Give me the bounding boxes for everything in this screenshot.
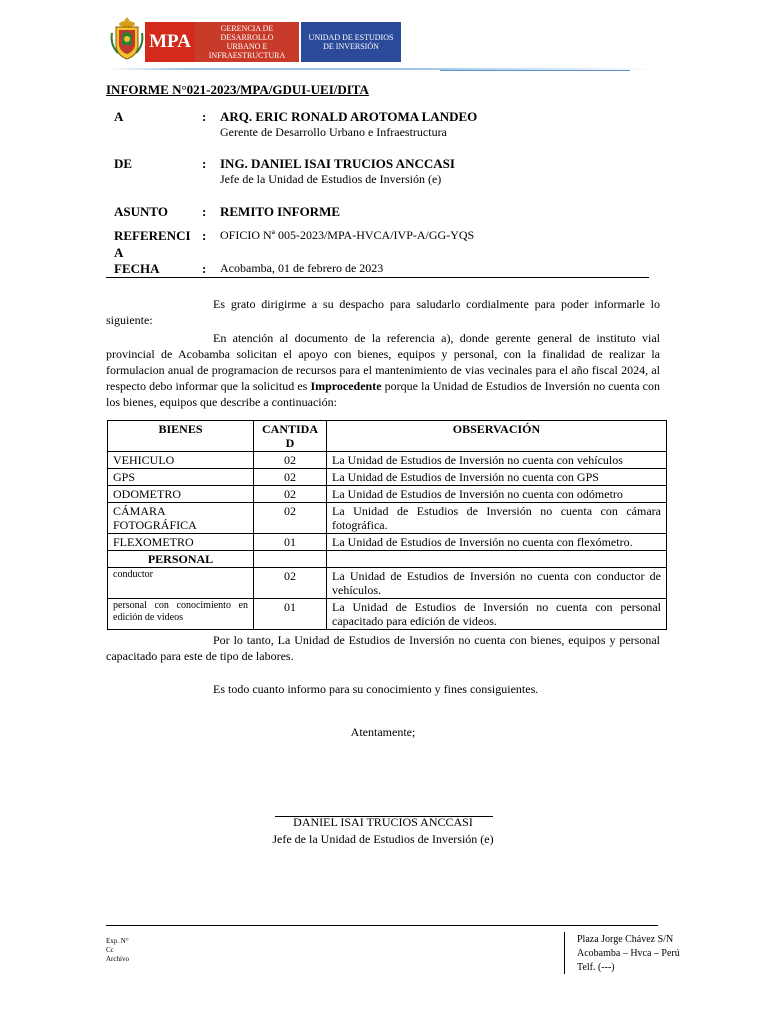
header-observacion: OBSERVACIÓN [327,421,667,452]
cell-cantidad: 02 [254,568,327,599]
table-category-row [108,551,667,568]
uei-banner [301,22,401,62]
cell-cantidad: 01 [254,599,327,630]
gdui-banner [195,22,299,62]
table-header-row [108,421,667,452]
cell-bien: GPS [108,469,254,486]
date-colon: : [202,261,207,276]
footer-phone: Telf. (---) [577,962,615,973]
header-cantidad [254,421,327,452]
uei-line: DE INVERSIÓN [323,42,379,51]
signer-title: Jefe de la Unidad de Estudios de Inversión (e) [272,832,494,846]
from-name: ING. DANIEL ISAI TRUCIOS ANCCASI [220,156,455,171]
cell-bien: VEHICULO [108,452,254,469]
header-cantidad-text: CANTIDA [261,422,318,436]
table-row [108,599,667,630]
closing-salutation: Atentamente; [350,725,416,739]
cell-empty [254,551,327,568]
reference-value: OFICIO Nª 005-2023/MPA-HVCA/IVP-A/GG-YQS [220,228,475,242]
footer-cc: Cc [106,946,114,954]
table-row [108,568,667,599]
table-row [108,534,667,551]
table-row [108,469,667,486]
reference-colon: : [202,228,207,243]
paragraph-request-text: En atención al documento de la referencia a), donde gerente general de instituto vial provincial de Acobamba solicitan el apoyo con bienes, equipos y personal, con la finalidad de realizar la formulacion anual de programacion de recursos para el mantenimiento de vias vecinales para el año fiscal 2024, al respecto debo informar que la solicitud es [106,331,660,393]
footer-archivo: Archivo [106,955,129,963]
cell-bien: conductor [108,568,254,599]
mpa-logo [145,22,195,62]
cell-observacion: La Unidad de Estudios de Inversión no cuenta con personal capacitado para edición de videos. [327,599,667,630]
cell-bien: FLEXOMETRO [108,534,254,551]
cell-cantidad: 02 [254,452,327,469]
footer-separator [564,932,565,974]
cell-observacion: La Unidad de Estudios de Inversión no cuenta con vehículos [327,452,667,469]
signer-name: DANIEL ISAI TRUCIOS ANCCASI [293,815,473,829]
footer-address: Plaza Jorge Chávez S/N [577,934,674,945]
cell-category-personal: PERSONAL [108,551,254,568]
to-label: A [114,109,124,124]
from-title: Jefe de la Unidad de Estudios de Inversión (e) [220,172,442,186]
footer-divider [106,925,658,926]
cell-observacion: La Unidad de Estudios de Inversión no cuenta con flexómetro. [327,534,667,551]
from-label: DE [114,156,133,171]
paragraph-conclusion: Por lo tanto, La Unidad de Estudios de Inversión no cuenta con bienes, equipos y personal capacitado para este de tipo de labores. [106,633,660,663]
coat-of-arms-icon [110,15,144,61]
paragraph-request [106,330,660,410]
header-bienes: BIENES [108,421,254,452]
bienes-table [107,420,667,630]
table-row [108,486,667,503]
improcedente-text: Improcedente [310,379,382,393]
date-label: FECHA [114,261,160,276]
paragraph-request-tail: porque la Unidad de Estudios de Inversión no cuenta con los bienes, equipos que describe a continuación: [106,379,660,409]
cell-observacion: La Unidad de Estudios de Inversión no cuenta con conductor de vehículos. [327,568,667,599]
cell-cantidad: 01 [254,534,327,551]
to-name: ARQ. ERIC RONALD AROTOMA LANDEO [220,109,478,124]
reference-label: REFERENCI [114,228,191,243]
date-value: Acobamba, 01 de febrero de 2023 [220,261,384,275]
table-row [108,452,667,469]
subject-colon: : [202,204,207,219]
to-colon: : [202,109,207,124]
from-colon: : [202,156,207,171]
header-cantidad-wrap: D [285,436,295,450]
cell-empty [327,551,667,568]
gdui-line: GERENCIA DE DESARROLLO [220,24,274,42]
fields-divider [106,277,649,278]
cell-bien: ODOMETRO [108,486,254,503]
footer-exp: Exp. N° [106,937,129,945]
subject-value: REMITO INFORME [220,204,341,219]
footer-left-block [106,937,129,964]
to-title: Gerente de Desarrollo Urbano e Infraestructura [220,125,447,139]
subject-label: ASUNTO [114,204,168,219]
cell-observacion: La Unidad de Estudios de Inversión no cuenta con GPS [327,469,667,486]
footer-address-block [577,933,680,975]
cell-observacion: La Unidad de Estudios de Inversión no cuenta con odómetro [327,486,667,503]
header-divider-accent [440,70,630,71]
footer-city: Acobamba – Hvca – Perú [577,948,680,959]
gdui-line: URBANO E [226,42,268,51]
paragraph-closing: Es todo cuanto informo para su conocimiento y fines consiguientes. [213,682,539,696]
cell-cantidad: 02 [254,486,327,503]
mpa-logo-text: MPA [149,31,191,52]
uei-line: UNIDAD DE ESTUDIOS [308,33,394,42]
cell-observacion: La Unidad de Estudios de Inversión no cuenta con cámara fotográfica. [327,503,667,534]
paragraph-greeting: Es grato dirigirme a su despacho para saludarlo cordialmente para poder informarle lo siguiente: [106,297,660,327]
gdui-line: INFRAESTRUCTURA [208,51,286,60]
cell-cantidad: 02 [254,503,327,534]
cell-bien: CÁMARA FOTOGRÁFICA [108,503,254,534]
report-title: INFORME N°021-2023/MPA/GDUI-UEI/DITA [106,82,369,97]
cell-bien: personal con conocimiento en edición de videos [108,599,254,630]
cell-cantidad: 02 [254,469,327,486]
table-row [108,503,667,534]
reference-label-wrap: A [114,245,124,260]
